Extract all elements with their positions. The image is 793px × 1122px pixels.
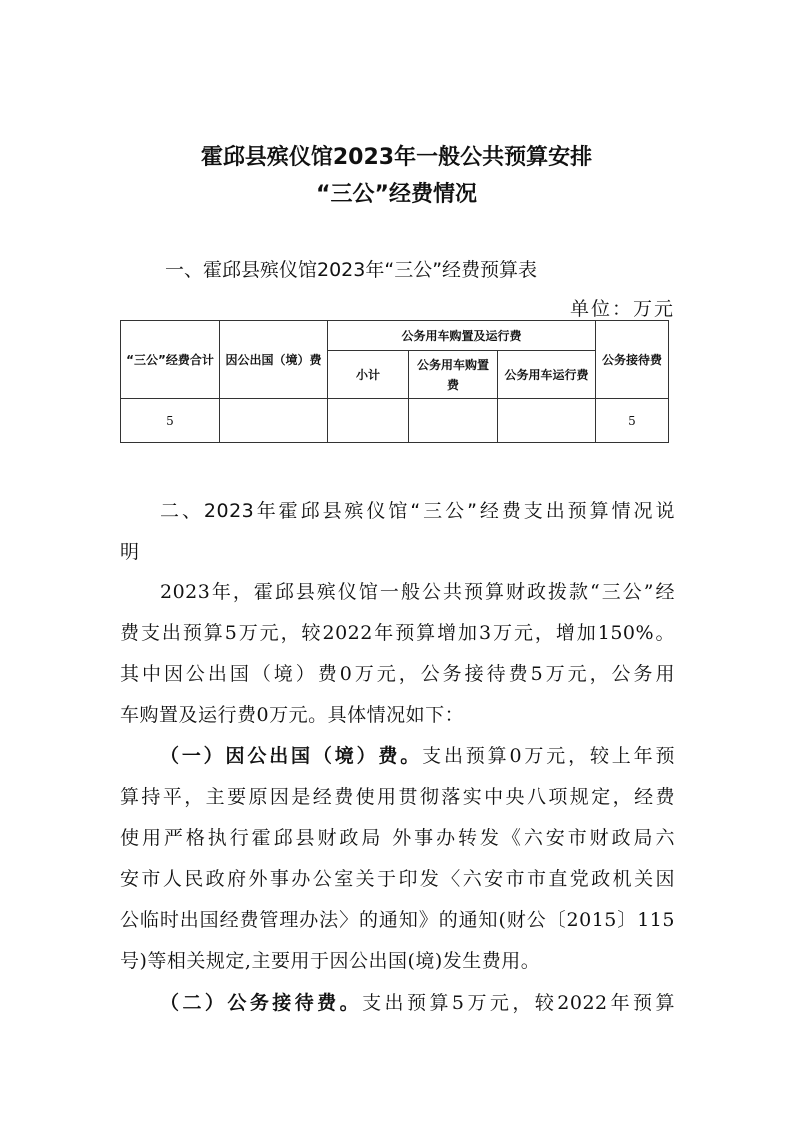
budget-table bbox=[120, 320, 669, 443]
item2-title: （二）公务接待费。 bbox=[160, 992, 363, 1014]
header-reception: 公务接待费 bbox=[596, 321, 669, 399]
item2-first-line bbox=[160, 988, 675, 1015]
para-line: 费支出预算5万元，较2022年预算增加3万元，增加150%。 bbox=[120, 622, 675, 644]
cell-total: 5 bbox=[121, 399, 220, 443]
header-abroad: 因公出国（境）费 bbox=[220, 321, 328, 399]
table-row bbox=[121, 399, 669, 443]
item2-text: 支出预算5万元，较2022年预算 bbox=[362, 992, 675, 1014]
para-line: 车购置及运行费0万元。具体情况如下： bbox=[120, 704, 465, 726]
section2-heading: 二、2023年霍邱县殡仪馆“三公”经费支出预算情况说 bbox=[160, 500, 675, 522]
item1-first-line bbox=[160, 741, 675, 768]
cell-subtotal bbox=[328, 399, 409, 443]
section1-heading: 一、霍邱县殡仪馆2023年“三公”经费预算表 bbox=[165, 259, 538, 281]
para-line: 号)等相关规定,主要用于因公出国(境)发生费用。 bbox=[120, 950, 541, 972]
para-line: 安市人民政府外事办公室关于印发〈六安市市直党政机关因 bbox=[120, 868, 675, 890]
item1-text: 支出预算0万元，较上年预 bbox=[422, 745, 675, 767]
cell-abroad bbox=[220, 399, 328, 443]
section2-heading-cont: 明 bbox=[120, 541, 140, 563]
item1-title: （一）因公出国（境）费。 bbox=[160, 745, 423, 767]
cell-vehicle-run bbox=[498, 399, 596, 443]
para-line: 其中因公出国（境）费0万元，公务接待费5万元，公务用 bbox=[120, 663, 675, 685]
header-total: “三公”经费合计 bbox=[121, 321, 220, 399]
cell-reception: 5 bbox=[596, 399, 669, 443]
doc-title-line1: 霍邱县殡仪馆2023年一般公共预算安排 bbox=[200, 145, 593, 170]
cell-vehicle-buy bbox=[409, 399, 498, 443]
unit-label: 单位：万元 bbox=[569, 298, 675, 320]
header-vehicle: 公务用车购置及运行费 bbox=[328, 321, 596, 351]
header-subtotal: 小计 bbox=[328, 351, 409, 399]
header-vehicle-run: 公务用车运行费 bbox=[498, 351, 596, 399]
para-line: 2023年，霍邱县殡仪馆一般公共预算财政拨款“三公”经 bbox=[160, 581, 675, 603]
doc-title-line2: “三公”经费情况 bbox=[316, 182, 477, 207]
para-line: 使用严格执行霍邱县财政局 外事办转发《六安市财政局六 bbox=[120, 827, 675, 849]
header-vehicle-buy: 公务用车购置费 bbox=[409, 351, 498, 399]
para-line: 算持平，主要原因是经费使用贯彻落实中央八项规定，经费 bbox=[120, 786, 675, 808]
para-line: 公临时出国经费管理办法〉的通知》的通知(财公〔2015〕115 bbox=[120, 909, 675, 931]
